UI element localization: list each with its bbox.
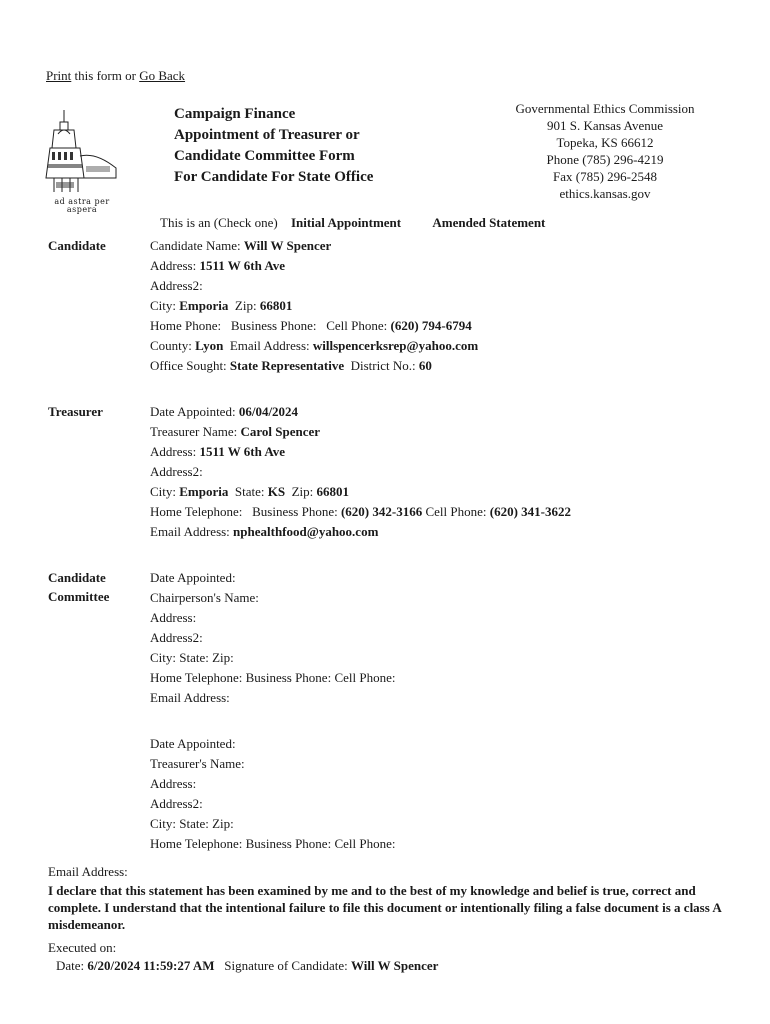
label: Address:	[150, 258, 197, 273]
treasurer-section	[150, 402, 571, 542]
treasurer-section-label: Treasurer	[48, 404, 103, 419]
label: City:	[150, 298, 177, 313]
candidate-name-row	[150, 236, 478, 256]
treasurer-name-row	[150, 422, 571, 442]
committee-treasurer-date-row: Date Appointed:	[150, 736, 236, 751]
label: Email Address:	[150, 524, 230, 539]
committee-treasurer-section	[150, 734, 395, 854]
declaration-text: I declare that this statement has been examined by me and to the best of my knowledge and belief is true, correct and complete. I understand that the intentional failure to file this document or intentionally filing a false document is a class A misdemeanor.	[48, 883, 722, 932]
treasurer-city: Emporia	[179, 484, 229, 499]
title-line-1: Campaign Finance	[174, 106, 296, 122]
candidate-email: willspencerksrep@yahoo.com	[312, 338, 479, 353]
candidate-cell-phone: (620) 794-6794	[390, 318, 472, 333]
committee-treasurer-name-row: Treasurer's Name:	[150, 756, 245, 771]
candidate-address: 1511 W 6th Ave	[199, 258, 286, 273]
kansas-seal-image	[44, 108, 120, 214]
label: State:	[234, 484, 265, 499]
candidate-phone-row	[150, 316, 478, 336]
label-line-1: Candidate	[48, 570, 106, 585]
agency-city: Topeka, KS 66612	[556, 135, 654, 150]
candidate-county-row	[150, 336, 478, 356]
signature-label: Signature of Candidate:	[224, 958, 348, 973]
seal-motto: ad astra per aspera	[54, 197, 110, 214]
go-back-link[interactable]: Go Back	[139, 68, 186, 83]
executed-label: Executed on:	[48, 940, 117, 955]
execution-row	[56, 956, 438, 976]
label: Address:	[150, 444, 197, 459]
label: Business Phone:	[230, 318, 317, 333]
treasurer-business-phone: (620) 342-3166	[340, 504, 423, 519]
title-line-4: For Candidate For State Office	[174, 169, 374, 185]
label: Business Phone:	[252, 504, 338, 519]
candidate-address-row	[150, 256, 478, 276]
committee-section	[150, 568, 395, 708]
date-label: Date:	[56, 958, 85, 973]
candidate-signature: Will W Spencer	[350, 958, 439, 973]
treasurer-city-row	[150, 482, 571, 502]
agency-contact	[490, 100, 720, 202]
candidate-name: Will W Spencer	[243, 238, 332, 253]
label: City:	[150, 484, 177, 499]
treasurer-phone-row	[150, 502, 571, 522]
treasurer-address: 1511 W 6th Ave	[199, 444, 286, 459]
candidate-office: State Representative	[229, 358, 345, 373]
committee-treasurer-city-row: City: State: Zip:	[150, 816, 234, 831]
execution-date: 6/20/2024 11:59:27 AM	[87, 958, 215, 973]
candidate-zip: 66801	[259, 298, 293, 313]
label: Zip:	[291, 484, 314, 499]
treasurer-date: 06/04/2024	[238, 404, 299, 419]
label: Email Address:	[229, 338, 310, 353]
label: Home Telephone:	[150, 504, 243, 519]
label: Address2:	[150, 278, 203, 293]
candidate-city-row	[150, 296, 478, 316]
label: Treasurer Name:	[150, 424, 238, 439]
committee-treasurer-email-row: Email Address:	[48, 864, 128, 879]
chairperson-name-row: Chairperson's Name:	[150, 590, 259, 605]
treasurer-address-row	[150, 442, 571, 462]
label-line-2: Committee	[48, 589, 110, 604]
agency-fax: Fax (785) 296-2548	[553, 169, 657, 184]
label: Candidate Name:	[150, 238, 241, 253]
treasurer-date-row	[150, 402, 571, 422]
agency-phone: Phone (785) 296-4219	[546, 152, 664, 167]
committee-treasurer-address-row: Address:	[150, 776, 197, 791]
print-link[interactable]: Print	[46, 68, 72, 83]
label: County:	[150, 338, 192, 353]
agency-name: Governmental Ethics Commission	[515, 101, 695, 116]
label: Address2:	[150, 464, 203, 479]
label: Date Appointed:	[150, 404, 236, 419]
treasurer-email-row	[150, 522, 571, 542]
title-line-3: Candidate Committee Form	[174, 148, 355, 164]
candidate-office-row	[150, 356, 478, 376]
committee-phone-row: Home Telephone: Business Phone: Cell Phone:	[150, 670, 396, 685]
agency-address: 901 S. Kansas Avenue	[546, 118, 664, 133]
nav-text: this form or	[74, 68, 136, 83]
form-title	[174, 104, 373, 188]
label: Office Sought:	[150, 358, 227, 373]
treasurer-cell-phone: (620) 341-3622	[489, 504, 571, 519]
committee-city-row: City: State: Zip:	[150, 650, 234, 665]
candidate-section-label: Candidate	[48, 238, 106, 253]
candidate-section	[150, 236, 478, 376]
committee-section-label	[48, 568, 109, 606]
committee-treasurer-phone-row: Home Telephone: Business Phone: Cell Phone:	[150, 836, 396, 851]
amended-statement-option: Amended Statement	[432, 215, 546, 230]
initial-appointment-option: Initial Appointment	[290, 215, 402, 230]
label: Home Phone:	[150, 318, 222, 333]
candidate-address2-row	[150, 276, 478, 296]
treasurer-name: Carol Spencer	[240, 424, 321, 439]
treasurer-email: nphealthfood@yahoo.com	[233, 524, 379, 539]
candidate-district: 60	[418, 358, 432, 373]
top-nav	[46, 66, 185, 86]
check-prefix: This is an (Check one)	[160, 215, 278, 230]
label: Cell Phone:	[425, 504, 487, 519]
agency-web: ethics.kansas.gov	[559, 186, 651, 201]
candidate-county: Lyon	[195, 338, 224, 353]
committee-date-row: Date Appointed:	[150, 570, 236, 585]
treasurer-state: KS	[267, 484, 286, 499]
committee-treasurer-address2-row: Address2:	[150, 796, 203, 811]
treasurer-zip: 66801	[316, 484, 350, 499]
treasurer-address2-row	[150, 462, 571, 482]
label: District No.:	[350, 358, 416, 373]
statement-type-line	[160, 213, 545, 233]
title-line-2: Appointment of Treasurer or	[174, 127, 360, 143]
label: Zip:	[234, 298, 257, 313]
committee-email-row: Email Address:	[150, 690, 230, 705]
label: Cell Phone:	[326, 318, 388, 333]
committee-address2-row: Address2:	[150, 630, 203, 645]
candidate-city: Emporia	[179, 298, 229, 313]
committee-address-row: Address:	[150, 610, 197, 625]
